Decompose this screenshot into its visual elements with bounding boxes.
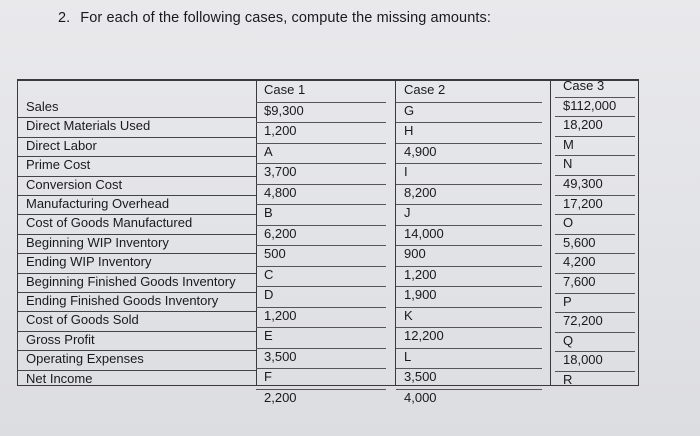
- cell-divider: [555, 97, 635, 98]
- cell-divider: [555, 351, 635, 352]
- table-cell: 4,000: [404, 389, 437, 405]
- table-cell: 1,200: [264, 123, 297, 138]
- cell-divider: [555, 214, 635, 215]
- cell-divider: [555, 234, 635, 235]
- row-divider: [18, 117, 256, 118]
- table-cell: L: [404, 348, 412, 364]
- table-cell: D: [264, 287, 274, 302]
- table-cell: 18,000: [563, 352, 603, 368]
- cell-divider: [396, 245, 542, 246]
- cell-divider: [396, 102, 542, 103]
- cell-divider: [555, 293, 635, 294]
- table-cell: 1,200: [404, 266, 437, 282]
- cell-divider: [555, 332, 635, 333]
- row-divider: [18, 253, 256, 254]
- column-header: Case 1: [264, 82, 306, 97]
- row-label: Manufacturing Overhead: [26, 196, 170, 211]
- table-cell: J: [404, 205, 411, 220]
- row-divider: [18, 292, 256, 293]
- cell-divider: [256, 286, 386, 287]
- cell-divider: [256, 163, 386, 164]
- cell-divider: [396, 266, 542, 267]
- cell-divider: [396, 122, 542, 123]
- row-label: Beginning Finished Goods Inventory: [26, 273, 236, 289]
- column-divider: [395, 81, 396, 385]
- table-cell: 14,000: [404, 225, 444, 241]
- cell-divider: [396, 225, 542, 226]
- row-label: Direct Materials Used: [26, 118, 151, 134]
- row-divider: [18, 156, 256, 157]
- cell-divider: [555, 273, 635, 274]
- row-divider: [18, 273, 256, 274]
- table-cell: 4,200: [563, 254, 596, 270]
- table-cell: 1,900: [404, 287, 437, 302]
- table-cell: 8,200: [404, 184, 437, 200]
- column-divider: [256, 81, 257, 385]
- cell-divider: [555, 136, 635, 137]
- cell-divider: [256, 327, 386, 328]
- row-label: Ending WIP Inventory: [26, 254, 152, 270]
- table-cell: F: [264, 369, 272, 384]
- row-divider: [18, 137, 256, 138]
- row-label: Conversion Cost: [26, 176, 123, 192]
- row-divider: [18, 176, 256, 177]
- table-cell: C: [264, 266, 274, 282]
- table-cell: 49,300: [563, 176, 603, 191]
- table-cell: 5,600: [563, 234, 596, 250]
- row-divider: [18, 311, 256, 312]
- table-cell: 3,500: [404, 369, 437, 384]
- table-cell: 4,900: [404, 143, 437, 159]
- table-cell: I: [404, 164, 408, 179]
- table-cell: 18,200: [563, 117, 603, 133]
- table-cell: 900: [404, 246, 426, 261]
- cell-divider: [256, 204, 386, 205]
- cell-divider: [555, 116, 635, 117]
- table-cell: 500: [264, 246, 286, 261]
- cell-divider: [256, 122, 386, 123]
- cell-divider: [555, 175, 635, 176]
- cell-divider: [256, 245, 386, 246]
- cell-divider: [256, 184, 386, 185]
- column-header: Case 3: [563, 78, 605, 93]
- table-cell: N: [563, 156, 573, 172]
- cell-divider: [555, 195, 635, 196]
- cell-divider: [256, 143, 386, 144]
- question-prompt: [58, 10, 491, 26]
- question-number: 2.: [58, 10, 71, 26]
- table-cell: 72,200: [563, 313, 603, 329]
- table-cell: 12,200: [404, 328, 444, 343]
- cell-divider: [555, 155, 635, 156]
- table-cell: 3,500: [264, 348, 297, 364]
- row-divider: [18, 214, 256, 215]
- cell-divider: [396, 389, 542, 390]
- cell-divider: [396, 327, 542, 328]
- cell-divider: [396, 143, 542, 144]
- table-cell: 2,200: [264, 389, 297, 405]
- table-cell: M: [563, 136, 574, 152]
- cell-divider: [396, 368, 542, 369]
- row-label: Gross Profit: [26, 331, 95, 347]
- row-divider: [18, 370, 256, 371]
- table-cell: 4,800: [264, 184, 297, 200]
- table-cell: 1,200: [264, 307, 297, 323]
- row-label: Net Income: [26, 370, 93, 386]
- table-cell: P: [563, 293, 572, 309]
- table-cell: 17,200: [563, 195, 603, 211]
- table-cell: H: [404, 123, 414, 138]
- column-divider: [550, 81, 551, 385]
- table-cell: $9,300: [264, 102, 304, 118]
- table-cell: 7,600: [563, 274, 596, 289]
- cell-divider: [396, 307, 542, 308]
- cell-divider: [555, 253, 635, 254]
- row-label: Cost of Goods Manufactured: [26, 215, 193, 231]
- table-cell: A: [264, 143, 273, 159]
- row-label: Prime Cost: [26, 157, 91, 173]
- cell-divider: [256, 307, 386, 308]
- row-divider: [18, 195, 256, 196]
- cell-divider: [396, 184, 542, 185]
- cell-divider: [555, 312, 635, 313]
- row-divider: [18, 350, 256, 351]
- table-cell: $112,000: [563, 97, 617, 113]
- cell-divider: [396, 286, 542, 287]
- row-label: Beginning WIP Inventory: [26, 234, 169, 250]
- row-divider: [18, 331, 256, 332]
- table-cell: 3,700: [264, 164, 297, 179]
- cell-divider: [256, 102, 386, 103]
- cell-divider: [396, 163, 542, 164]
- row-divider: [18, 234, 256, 235]
- cell-divider: [256, 225, 386, 226]
- row-label: Direct Labor: [26, 137, 97, 153]
- table-cell: B: [264, 205, 273, 220]
- row-label: Cost of Goods Sold: [26, 312, 139, 328]
- row-label: Operating Expenses: [26, 351, 144, 367]
- table-cell: K: [404, 307, 413, 323]
- table-cell: E: [264, 328, 273, 343]
- table-cell: R: [563, 372, 573, 387]
- cell-divider: [256, 368, 386, 369]
- question-text: For each of the following cases, compute the missing amounts:: [80, 10, 491, 26]
- table-cell: Q: [563, 332, 574, 348]
- table-cell: O: [563, 215, 574, 231]
- table-cell: 6,200: [264, 225, 297, 241]
- cell-divider: [256, 389, 386, 390]
- cell-divider: [396, 348, 542, 349]
- cell-divider: [555, 371, 635, 372]
- row-label: Ending Finished Goods Inventory: [26, 293, 219, 308]
- cell-divider: [256, 266, 386, 267]
- row-label: Sales: [26, 99, 59, 114]
- column-header: Case 2: [404, 82, 446, 97]
- amounts-table: [17, 78, 639, 405]
- cell-divider: [396, 204, 542, 205]
- table-cell: G: [404, 102, 415, 118]
- cell-divider: [256, 348, 386, 349]
